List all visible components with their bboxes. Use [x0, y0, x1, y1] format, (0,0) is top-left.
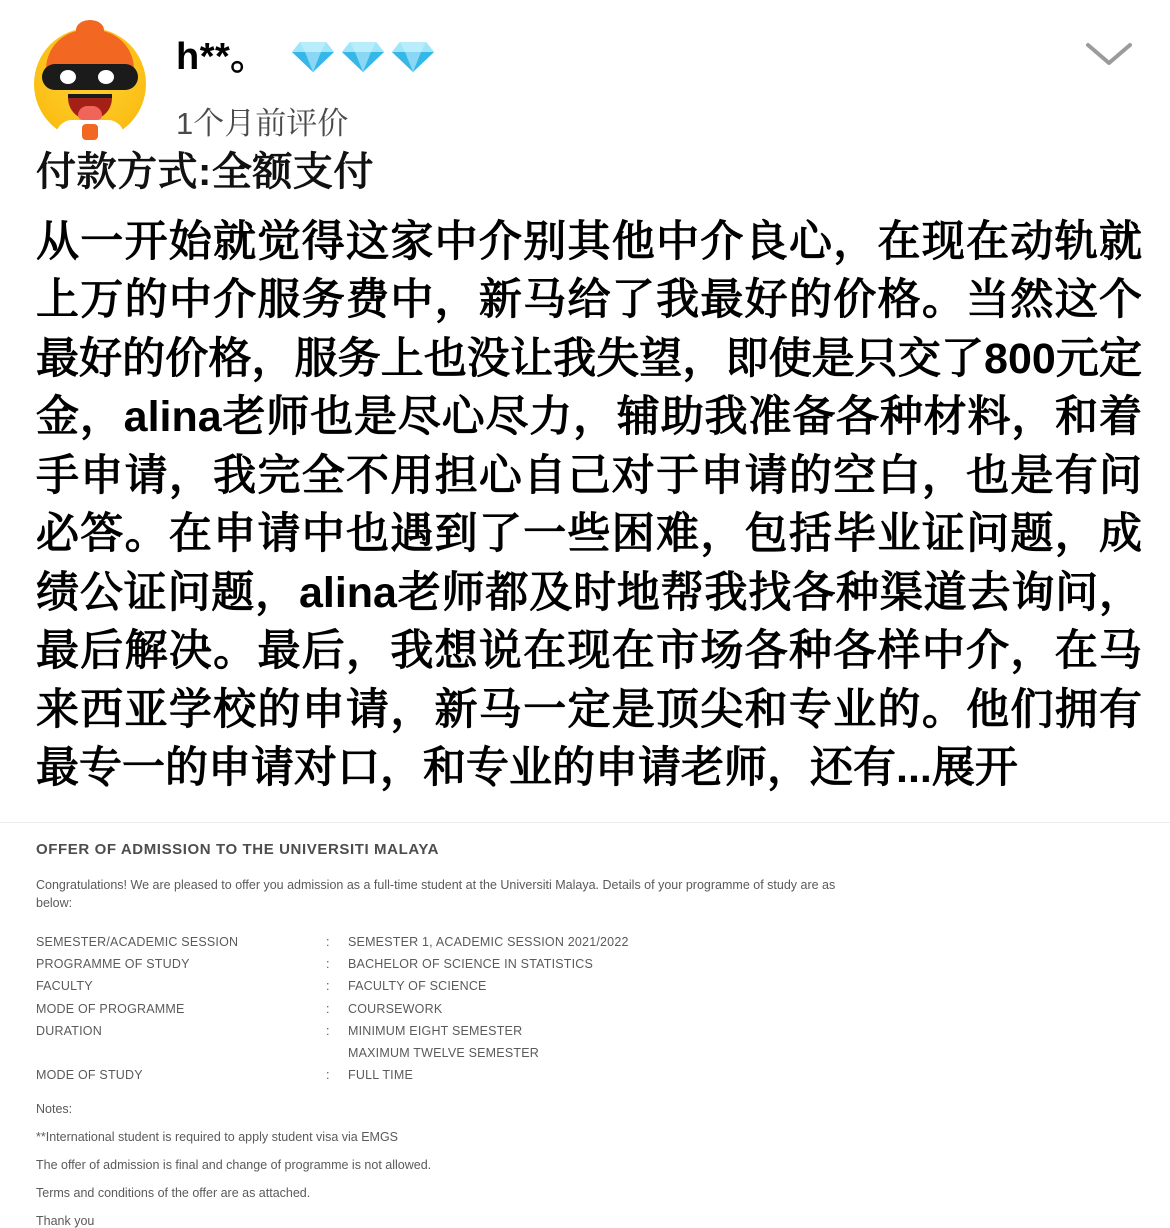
document-note: The offer of admission is final and change of programme is not allowed.: [36, 1158, 432, 1173]
avatar-tongue: [78, 106, 102, 120]
detail-label: PROGRAMME OF STUDY: [36, 957, 190, 972]
detail-colon: :: [326, 1067, 330, 1082]
review-body-text: 从一开始就觉得这家中介别其他中介良心，在现在动轨就上万的中介服务费中，新马给了我最好的价格。当然这个最好的价格，服务上也没让我失望，即使是只交了800元定金，alina老师也是尽心尽力，辅助我准备各种材料，和着手申请，我完全不用担心自己对于申请的空白，也是有问必答。在申请中也遇到了一些困难，包括毕业证问题，成绩公证问题，alina老师都及时地帮我找各种渠道去询问，最后解决。最后，我想说在现在市场各种各样中介，在马来西亚学校的申请，新马一定是顶尖和专业的。他们拥有最专一的申请对口，和专业的申请老师，还有...: [36, 218, 1142, 793]
detail-value: MINIMUM EIGHT SEMESTER: [348, 1023, 523, 1038]
review-meta: [176, 28, 1142, 143]
review-timestamp: 1个月前评价: [176, 106, 349, 141]
avatar-mask: [42, 64, 138, 90]
chevron-down-icon[interactable]: [1082, 34, 1136, 72]
attachment-document-image[interactable]: [0, 822, 1170, 1228]
expand-button[interactable]: 展开: [931, 744, 1018, 793]
table-row: [36, 953, 629, 975]
table-row: [36, 931, 629, 953]
detail-label: MODE OF PROGRAMME: [36, 1001, 185, 1016]
detail-value: COURSEWORK: [348, 1001, 443, 1016]
detail-colon: :: [326, 1001, 330, 1016]
payment-method-line: 付款方式:全额支付: [36, 150, 374, 194]
review-header: [0, 0, 1170, 141]
table-row: [36, 1042, 629, 1064]
user-name: h**。: [176, 36, 269, 78]
detail-colon: :: [326, 1023, 330, 1038]
table-row: [36, 975, 629, 997]
user-name-row: [176, 38, 1142, 76]
document-closing: Thank you: [36, 1214, 95, 1228]
table-row: [36, 1020, 629, 1042]
detail-label: FACULTY: [36, 979, 93, 994]
diamond-gem-icon: [391, 40, 435, 74]
diamond-gem-icon: [291, 40, 335, 74]
detail-label: [36, 1042, 326, 1064]
detail-value: FULL TIME: [348, 1067, 414, 1082]
detail-label: MODE OF STUDY: [36, 1067, 143, 1082]
detail-value: MAXIMUM TWELVE SEMESTER: [348, 1045, 539, 1060]
detail-value: SEMESTER 1, ACADEMIC SESSION 2021/2022: [348, 935, 629, 950]
detail-value: FACULTY OF SCIENCE: [348, 979, 487, 994]
diamond-gem-icon: [341, 40, 385, 74]
avatar[interactable]: [34, 28, 146, 140]
detail-label: DURATION: [36, 1023, 102, 1038]
document-details-table: [36, 931, 629, 1086]
document-intro: Congratulations! We are pleased to offer you admission as a full-time student at the Universiti Malaya. Details of your programme of study are as below:: [36, 877, 836, 911]
document-note: Terms and conditions of the offer are as attached.: [36, 1186, 311, 1201]
table-row: [36, 1064, 629, 1086]
table-row: [36, 998, 629, 1020]
review-body: [36, 213, 1142, 798]
detail-colon: [326, 1042, 348, 1064]
avatar-eye-left: [60, 70, 76, 84]
detail-colon: :: [326, 979, 330, 994]
document-title: OFFER OF ADMISSION TO THE UNIVERSITI MALAYA: [36, 840, 440, 858]
detail-colon: :: [326, 935, 330, 950]
document-note: **International student is required to apply student visa via EMGS: [36, 1130, 399, 1145]
document-notes-label: Notes:: [36, 1102, 73, 1117]
detail-label: SEMESTER/ACADEMIC SESSION: [36, 935, 239, 950]
detail-colon: :: [326, 957, 330, 972]
detail-value: BACHELOR OF SCIENCE IN STATISTICS: [348, 957, 594, 972]
avatar-tie: [82, 124, 98, 140]
badge-group: [291, 40, 435, 74]
avatar-eye-right: [98, 70, 114, 84]
